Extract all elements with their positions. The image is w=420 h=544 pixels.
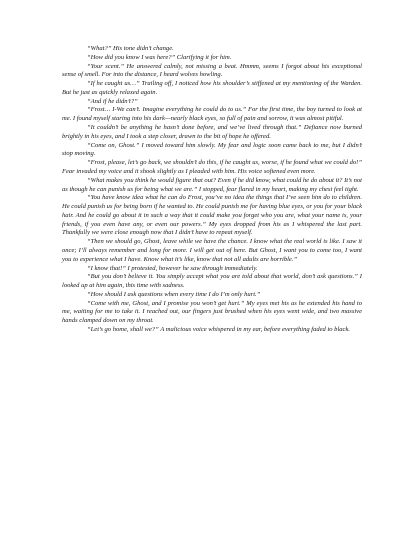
paragraph: “It couldn’t be anything he hasn’t done before, and we’ve lived through that.” Defiance now burned brightly in his eyes, and I took a step closer, drawn to the bit of hope he offered. [62, 124, 362, 140]
paragraph: “What makes you think he would figure that out? Even if he did know, what could he do about it? It’s not as though he can punish us for being what we are.” I stopped, fear flared in my heart, making my chest feel tight. [62, 176, 362, 193]
paragraph: “Frost, please, let’s go back, we shouldn’t do this, if he caught us, worse, if he found what we could do!” Fear invaded my voice and it shook slightly as I pleaded with him. His voice softened even more. [62, 159, 362, 175]
manuscript-page [62, 45, 362, 335]
paragraph: “Your scent.” He answered calmly, not missing a beat. Hmmm, seems I forgot about his exceptional sense of smell. For into the distance, I heard wolves howling. [62, 62, 362, 79]
paragraph: “Come on, Ghost.” I moved toward him slowly. My fear and logic soon came back to me, but I didn’t stop moving. [62, 141, 362, 158]
paragraph: “Frost… I-We can’t. Imagine everything he could do to us.” For the first time, the boy turned to look at me. I found myself staring into his dark—nearly black eyes, so full of pain and sorrow, it was almost pitiful. [62, 106, 362, 123]
paragraph: “If he caught us…” Trailing off, I noticed how his shoulder’s stiffened at my mentioning of the Warden. But he just as quickly relaxed again. [62, 80, 362, 96]
paragraph: “Come with me, Ghost, and I promise you won’t get hurt.” My eyes met his as he extended his hand to me, waiting for me to take it. I reached out, our fingers just brushed when his eyes went wide, and two massive hands clamped down on my throat. [62, 299, 362, 325]
paragraph: “Let’s go home, shall we?” A malicious voice whispered in my ear, before everything faded to black. [87, 326, 350, 333]
paragraph: “How did you know I was here?” Clarifying it for him. [87, 53, 232, 61]
paragraph: “I know that!” I protested, however he saw through immediately. [87, 264, 258, 272]
paragraph: “You have know idea what he can do Frost, you’ve no idea the things that I’ve seen him do to children. He could punish us for being born if he wanted to. He could punish me for having blue eyes, or you for your black hair. And he could go about it in such a way that it could make you forget who you are, what your name is, your friends, if you even have any, or even our powers.” My eyes dropped from his as I whispered the last part. Thankfully we were close enough now that I didn’t have to repeat myself. [62, 194, 362, 237]
paragraph: “Then we should go, Ghost, leave while we have the chance. I know what the real world is like. I saw it once; I’ll always remember and long for more. I will get out of here. But Ghost, I want you to come too, I want you to experience what I have. Know what it’s like, know that not all adults are horrible.” [62, 238, 362, 263]
paragraph: “What?” His tone didn’t change. [87, 45, 174, 52]
paragraph: “And if he didn’t?” [87, 97, 138, 105]
paragraph: “But you don’t believe it. You simply accept what you are told about that world, don’t ask questions.” I looked up at him again, this time with sadness. [62, 273, 362, 290]
paragraph: “How should I ask questions when every time I do I’m only hurt.” [87, 290, 261, 298]
